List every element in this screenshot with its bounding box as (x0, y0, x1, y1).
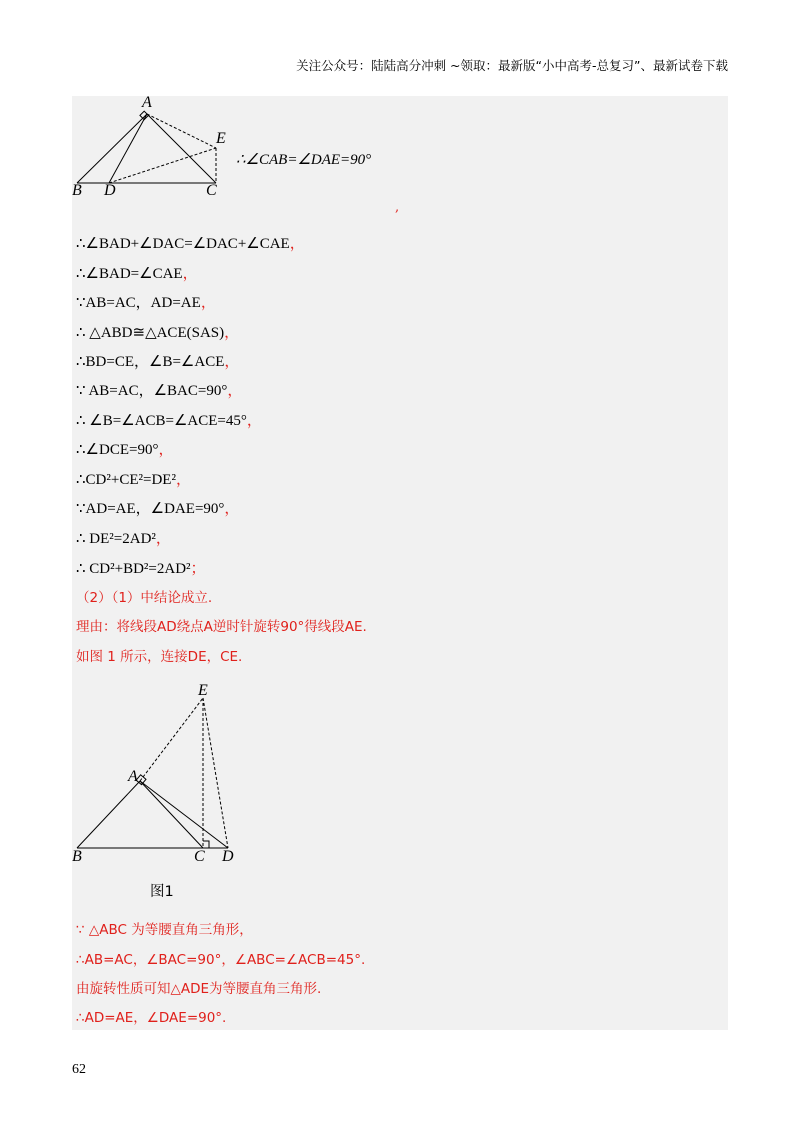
proof-line-7: ∴ ∠B=∠ACB=∠ACE=45°， (76, 413, 262, 429)
part3-line-3: 由旋转性质可知△ADE为等腰直角三角形. (76, 981, 322, 997)
proof-line-6: ∵ AB=AC，∠BAC=90°， (76, 383, 243, 399)
red-mark: , (395, 200, 400, 215)
proof-line-1: ∴∠BAD+∠DAC=∠DAC+∠CAE， (76, 236, 305, 252)
part3-line-4: ∴AD=AE，∠DAE=90°. (76, 1010, 227, 1026)
part2-connect: 如图 1 所示，连接DE，CE. (76, 649, 243, 665)
label2-C: C (194, 848, 205, 865)
solution-panel (72, 96, 728, 1030)
part2-reason: 理由：将线段AD绕点A逆时针旋转90°得线段AE. (76, 619, 367, 635)
proof-line-3: ∵AB=AC，AD=AE， (76, 295, 216, 311)
part2-heading: （2）（1）中结论成立. (76, 590, 213, 606)
angle-equality-line: ∴∠CAB=∠DAE=90° (236, 152, 372, 168)
page-header: 关注公众号：陆陆高分冲刺 ~领取：最新版“小中高考-总复习”、最新试卷下载 (296, 58, 728, 73)
label-E: E (216, 130, 226, 147)
proof-line-10: ∵AD=AE，∠DAE=90°， (76, 501, 240, 517)
proof-line-5: ∴BD=CE，∠B=∠ACE， (76, 354, 240, 370)
page-number: 62 (72, 1062, 86, 1077)
proof-line-12: ∴ CD²+BD²=2AD²； (76, 561, 206, 577)
proof-line-11: ∴ DE²=2AD²， (76, 531, 171, 547)
label2-D: D (222, 848, 234, 865)
proof-line-4: ∴ △ABD≅△ACE(SAS)， (76, 325, 240, 341)
label-C: C (206, 182, 217, 199)
proof-line-9: ∴CD²+CE²=DE²， (76, 472, 191, 488)
label2-A: A (128, 768, 138, 785)
label-A: A (142, 94, 152, 111)
proof-line-8: ∴∠DCE=90°， (76, 442, 174, 458)
label2-B: B (72, 848, 82, 865)
label-D: D (104, 182, 116, 199)
triangle-figure-bottom (72, 676, 242, 856)
figure-caption: 图1 (150, 884, 174, 900)
label-B: B (72, 182, 82, 199)
part3-line-1: ∵ △ABC 为等腰直角三角形， (76, 922, 253, 938)
proof-line-2: ∴∠BAD=∠CAE， (76, 266, 198, 282)
part3-line-2: ∴AB=AC，∠BAC=90°，∠ABC=∠ACB=45°. (76, 952, 366, 968)
label2-E: E (198, 682, 208, 699)
